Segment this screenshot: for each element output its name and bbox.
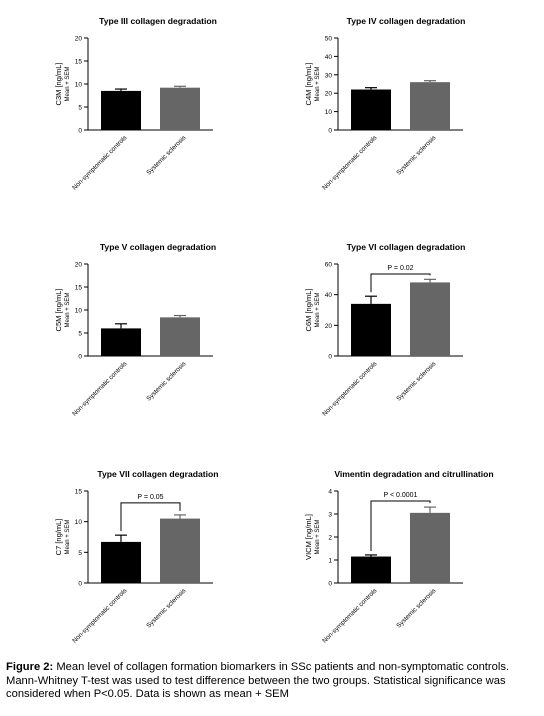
y-tick-label: 15 (74, 284, 82, 292)
bar-non-symptomatic-controls (351, 557, 391, 583)
x-category-label: Systemic sclerosis (145, 134, 188, 177)
p-value-label: P = 0.05 (137, 493, 164, 501)
y-axis-label: C3M [ng/mL] (54, 62, 63, 106)
x-category-label: Systemic sclerosis (145, 587, 188, 630)
y-tick-label: 20 (324, 90, 332, 98)
bar-non-symptomatic-controls (101, 328, 141, 356)
y-tick-label: 0 (328, 127, 332, 135)
y-tick-label: 50 (324, 35, 332, 43)
y-tick-label: 20 (74, 261, 82, 269)
x-category-label: Systemic sclerosis (395, 360, 438, 403)
chart-title: Type III collagen degradation (99, 16, 217, 26)
y-axis-sublabel: Mean + SEM (65, 292, 71, 328)
y-axis-sublabel: Mean + SEM (315, 66, 321, 102)
chart-panel-3 (54, 242, 216, 418)
y-tick-label: 20 (74, 35, 82, 43)
y-tick-label: 60 (324, 261, 332, 269)
y-tick-label: 2 (328, 534, 332, 542)
chart-title: Type V collagen degradation (99, 242, 217, 252)
y-axis-label: C4M [ng/mL] (304, 62, 313, 106)
y-tick-label: 3 (328, 511, 332, 519)
bar-systemic-sclerosis (160, 519, 200, 583)
x-category-label: Non-symptomatic controls (71, 360, 129, 418)
y-axis-sublabel: Mean + SEM (65, 519, 71, 555)
bar-systemic-sclerosis (410, 513, 450, 583)
y-tick-label: 15 (74, 58, 82, 66)
chart-panel-4 (304, 242, 465, 418)
bar-systemic-sclerosis (410, 282, 450, 356)
y-tick-label: 5 (78, 549, 82, 557)
x-category-label: Systemic sclerosis (145, 360, 188, 403)
chart-title: Vimentin degradation and citrullination (334, 469, 494, 479)
y-tick-label: 20 (324, 322, 332, 330)
x-category-label: Systemic sclerosis (395, 134, 438, 177)
y-tick-label: 10 (324, 109, 332, 117)
y-tick-label: 10 (74, 81, 82, 89)
caption-text: Mean level of collagen formation biomarkers in SSc patients and non-symptomatic controls. Mann-Whitney T-test was used to test difference between the two groups. Statistical significance was considered when P<0.05. Data is shown as mean + SEM (6, 661, 510, 701)
y-tick-label: 0 (78, 580, 82, 588)
caption-label: Figure 2: (6, 661, 54, 673)
y-tick-label: 40 (324, 292, 332, 300)
bar-non-symptomatic-controls (101, 542, 141, 583)
x-category-label: Non-symptomatic controls (71, 587, 129, 645)
y-tick-label: 5 (78, 104, 82, 112)
y-tick-label: 10 (74, 307, 82, 315)
x-category-label: Non-symptomatic controls (321, 360, 379, 418)
bar-non-symptomatic-controls (351, 90, 391, 130)
bar-non-symptomatic-controls (351, 304, 391, 356)
y-axis-label: C6M [ng/mL] (304, 288, 313, 332)
y-tick-label: 30 (324, 72, 332, 80)
chart-panel-1 (54, 16, 217, 192)
chart-panel-5 (54, 469, 219, 645)
chart-title: Type VII collagen degradation (97, 469, 219, 479)
y-tick-label: 4 (328, 488, 332, 496)
y-axis-label: VICM [ng/mL] (304, 514, 313, 560)
y-tick-label: 5 (78, 330, 82, 338)
bar-systemic-sclerosis (160, 317, 200, 356)
x-category-label: Systemic sclerosis (395, 587, 438, 630)
y-axis-label: C7 [ng/mL] (54, 518, 63, 556)
y-axis-sublabel: Mean + SEM (315, 519, 321, 555)
y-tick-label: 10 (74, 519, 82, 527)
x-category-label: Non-symptomatic controls (321, 587, 379, 645)
chart-title: Type IV collagen degradation (346, 16, 466, 26)
y-tick-label: 1 (328, 557, 332, 565)
bar-systemic-sclerosis (160, 88, 200, 130)
y-tick-label: 40 (324, 53, 332, 61)
chart-panel-2 (304, 16, 465, 192)
y-tick-label: 15 (74, 488, 82, 496)
chart-title: Type VI collagen degradation (346, 242, 466, 252)
y-axis-sublabel: Mean + SEM (65, 66, 71, 102)
p-value-label: P = 0.02 (387, 265, 414, 272)
y-tick-label: 0 (328, 353, 332, 361)
y-tick-label: 0 (78, 353, 82, 361)
bar-systemic-sclerosis (410, 82, 450, 130)
bar-non-symptomatic-controls (101, 91, 141, 130)
x-category-label: Non-symptomatic controls (321, 134, 379, 192)
y-axis-label: C5M [ng/mL] (54, 288, 63, 332)
y-tick-label: 0 (78, 127, 82, 135)
y-tick-label: 0 (328, 580, 332, 588)
p-value-label: P < 0.0001 (383, 492, 418, 499)
figure-caption (6, 661, 540, 702)
chart-panel-6 (304, 469, 494, 645)
x-category-label: Non-symptomatic controls (71, 134, 129, 192)
y-axis-sublabel: Mean + SEM (315, 292, 321, 328)
